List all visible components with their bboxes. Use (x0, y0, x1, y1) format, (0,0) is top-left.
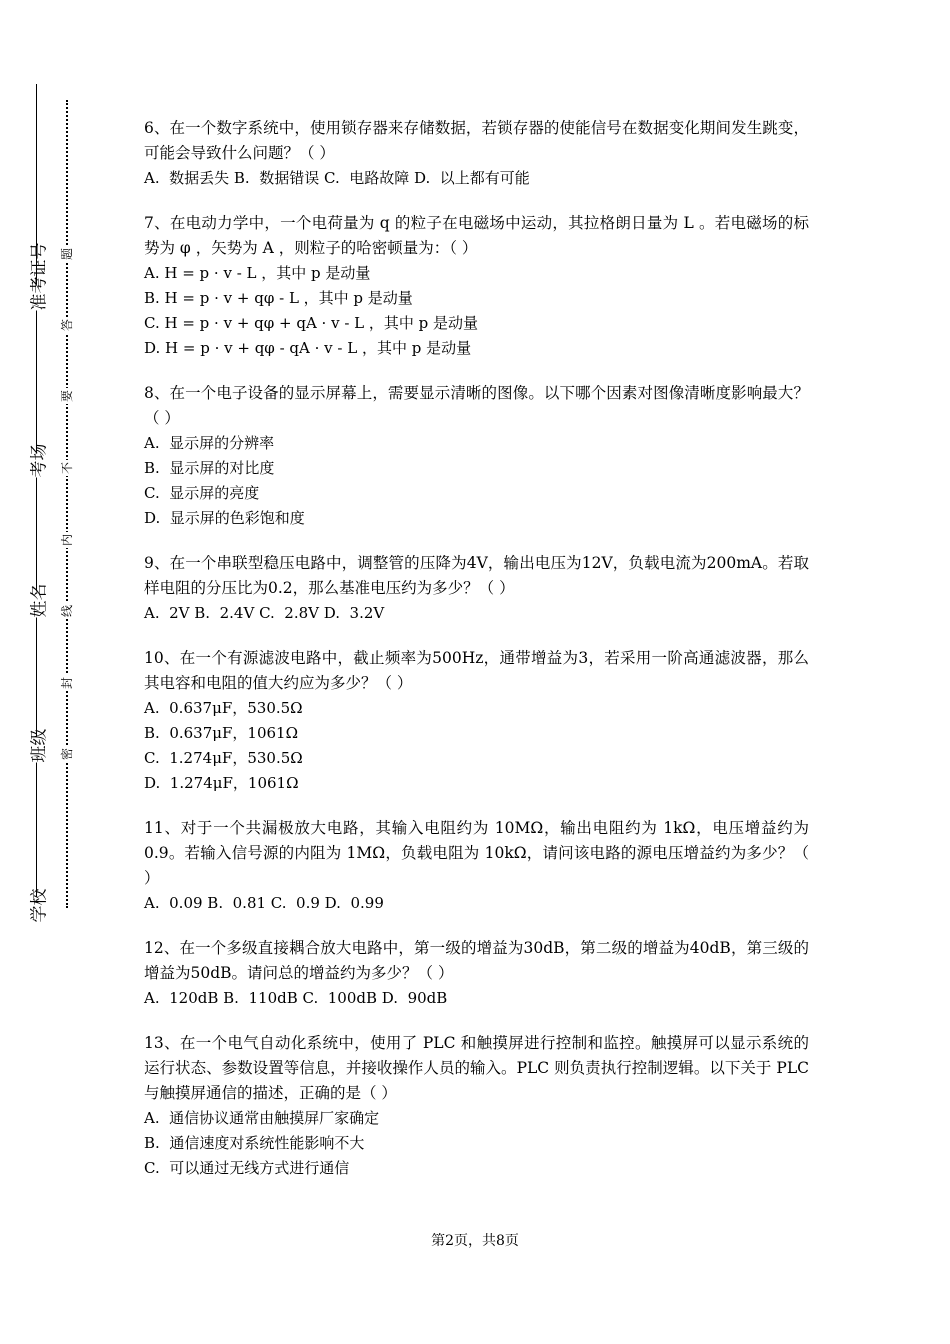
seal-char: 答 (60, 319, 74, 332)
question-stem: 10、在一个有源滤波电路中，截止频率为500Hz，通带增益为3，若采用一阶高通滤波器，那么其电容和电阻的值大约应为多少？（ ） (144, 649, 809, 692)
question-7 (144, 211, 809, 361)
label-name: 姓名 (23, 592, 52, 618)
question-stem: 12、在一个多级直接耦合放大电路中，第一级的增益为30dB，第二级的增益为40dB，第三级的增益为50dB。请问总的增益约为多少？（ ） (144, 939, 809, 982)
question-list (144, 116, 809, 1201)
option-b: B. H = p · v + qφ - L ，其中 p 是动量 (144, 289, 413, 307)
question-stem: 7、在电动力学中，一个电荷量为 q 的粒子在电磁场中运动，其拉格朗日量为 L 。若电磁场的标势为 φ ，矢势为 A ，则粒子的哈密顿量为：（ ） (144, 214, 809, 257)
option-c: C. 1.274μF，530.5Ω (144, 749, 303, 767)
label-school: 学校 (23, 897, 52, 923)
option-c: C. 显示屏的亮度 (144, 484, 260, 502)
label-exam-number: 准考证号 (23, 285, 52, 311)
question-options: A. 0.09 B. 0.81 C. 0.9 D. 0.99 (144, 894, 384, 912)
option-b: B. 0.637μF，1061Ω (144, 724, 299, 742)
option-d: D. 显示屏的色彩饱和度 (144, 509, 305, 527)
label-class: 班级 (23, 737, 52, 763)
question-stem: 8、在一个电子设备的显示屏幕上，需要显示清晰的图像。以下哪个因素对图像清晰度影响最大？（ ） (144, 384, 809, 427)
question-options: A. 120dB B. 110dB C. 100dB D. 90dB (144, 989, 448, 1007)
label-exam-room: 考场 (23, 452, 52, 478)
option-c: C. H = p · v + qφ + qA · v - L ，其中 p 是动量 (144, 314, 479, 332)
binding-solid-line (36, 84, 37, 914)
question-9 (144, 551, 809, 626)
option-a: A. 通信协议通常由触摸屏厂家确定 (144, 1109, 380, 1127)
question-options: A. 数据丢失 B. 数据错误 C. 电路故障 D. 以上都有可能 (144, 169, 530, 187)
option-a: A. 0.637μF，530.5Ω (144, 699, 303, 717)
question-8 (144, 381, 809, 531)
binding-margin (0, 0, 110, 1344)
question-6 (144, 116, 809, 191)
option-d: D. 1.274μF，1061Ω (144, 774, 299, 792)
option-d: D. H = p · v + qφ - qA · v - L ，其中 p 是动量 (144, 339, 472, 357)
option-a: A. 显示屏的分辨率 (144, 434, 275, 452)
seal-char: 线 (60, 605, 74, 618)
question-stem: 6、在一个数字系统中，使用锁存器来存储数据，若锁存器的使能信号在数据变化期间发生跳变，可能会导致什么问题？（ ） (144, 119, 809, 162)
option-b: B. 显示屏的对比度 (144, 459, 275, 477)
seal-char: 内 (60, 534, 74, 547)
option-b: B. 通信速度对系统性能影响不大 (144, 1134, 365, 1152)
question-12 (144, 936, 809, 1011)
question-options: A. 2V B. 2.4V C. 2.8V D. 3.2V (144, 604, 385, 622)
seal-char: 要 (60, 390, 74, 403)
question-stem: 9、在一个串联型稳压电路中，调整管的压降为4V，输出电压为12V，负载电流为200mA。若取样电阻的分压比为0.2，那么基准电压约为多少？（ ） (144, 554, 809, 597)
question-stem: 13、在一个电气自动化系统中，使用了 PLC 和触摸屏进行控制和监控。触摸屏可以显示系统的运行状态、参数设置等信息，并接收操作人员的输入。PLC 则负责执行控制逻辑。以下关于 PLC 与触摸屏通信的描述，正确的是（ ） (144, 1034, 809, 1102)
page-number: 第2页，共8页 (431, 1233, 519, 1249)
seal-char: 不 (60, 462, 74, 475)
option-a: A. H = p · v - L ，其中 p 是动量 (144, 264, 371, 282)
seal-dotted-line (66, 100, 68, 908)
question-13 (144, 1031, 809, 1181)
seal-char: 题 (60, 248, 74, 261)
question-stem: 11、对于一个共漏极放大电路，其输入电阻约为 10MΩ，输出电阻约为 1kΩ，电压增益约为 0.9。若输入信号源的内阻为 1MΩ，负载电阻为 10kΩ，请问该电路的源电压增益约为多少？（ ） (144, 819, 809, 887)
seal-char: 封 (60, 677, 74, 690)
option-c: C. 可以通过无线方式进行通信 (144, 1159, 350, 1177)
question-10 (144, 646, 809, 796)
question-11 (144, 816, 809, 916)
seal-char: 密 (60, 748, 74, 761)
